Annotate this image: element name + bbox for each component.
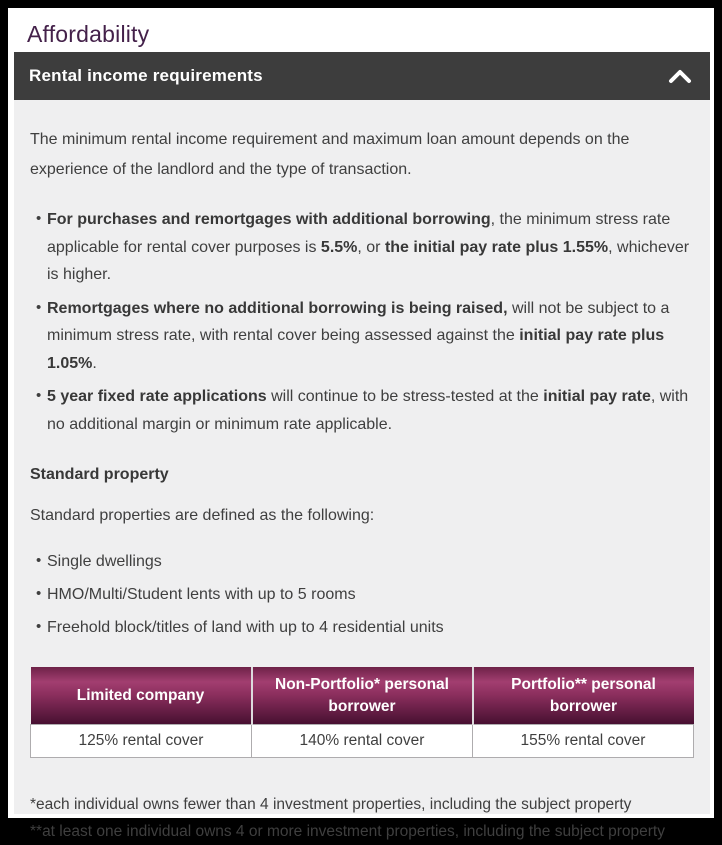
accordion-panel — [14, 100, 710, 841]
standard-property-list — [30, 547, 694, 642]
rental-cover-table-body — [31, 725, 694, 758]
accordion-header-label: Rental income requirements — [29, 66, 263, 85]
page-title: Affordability — [27, 21, 150, 47]
standard-property-heading: Standard property — [30, 466, 169, 484]
table-cell-limited-company-cover: 125% rental cover — [31, 725, 252, 758]
standard-property-intro: Standard properties are defined as the following: — [30, 507, 375, 525]
stress-rate-list — [30, 206, 694, 438]
footnote-2: **at least one individual owns 4 or more investment properties, including the subject property — [30, 823, 665, 841]
table-header-row — [31, 667, 694, 725]
accordion-header-button[interactable] — [14, 52, 710, 100]
page — [8, 8, 714, 841]
table-cell-non-portfolio-cover: 140% rental cover — [252, 725, 473, 758]
chevron-up-icon[interactable] — [668, 69, 692, 84]
table-header-portfolio: Portfolio** personal borrower — [473, 667, 694, 725]
table-cell-portfolio-cover: 155% rental cover — [473, 725, 694, 758]
list-item-purchases-remortgages: • For purchases and remortgages with additional borrowing, the minimum stress rate applicable for rental cover purposes is 5.5%, or the initial pay rate plus 1.55%, whichever is higher. — [36, 206, 694, 289]
footnote-1: *each individual owns fewer than 4 investment properties, including the subject property — [30, 796, 632, 814]
list-item-freehold: • Freehold block/titles of land with up to 4 residential units — [36, 613, 694, 642]
table-header-non-portfolio: Non-Portfolio* personal borrower — [252, 667, 473, 725]
list-item-remortgages-no-borrowing: • Remortgages where no additional borrowing is being raised, will not be subject to a minimum stress rate, with rental cover being assessed against the initial pay rate plus 1.05%. — [36, 295, 694, 378]
list-item-single-dwellings: • Single dwellings — [36, 547, 694, 576]
rental-cover-table — [30, 667, 694, 758]
accordion-rental-income — [14, 52, 710, 841]
rental-cover-table-head — [31, 667, 694, 725]
intro-paragraph: The minimum rental income requirement and maximum loan amount depends on the experience of the landlord and the type of transaction. — [30, 131, 630, 178]
table-header-limited-company: Limited company — [31, 667, 252, 725]
table-row — [31, 725, 694, 758]
list-item-5-year-fixed: • 5 year fixed rate applications will continue to be stress-tested at the initial pay rate, with no additional margin or minimum rate applicable. — [36, 383, 694, 438]
list-item-hmo: • HMO/Multi/Student lents with up to 5 rooms — [36, 580, 694, 609]
